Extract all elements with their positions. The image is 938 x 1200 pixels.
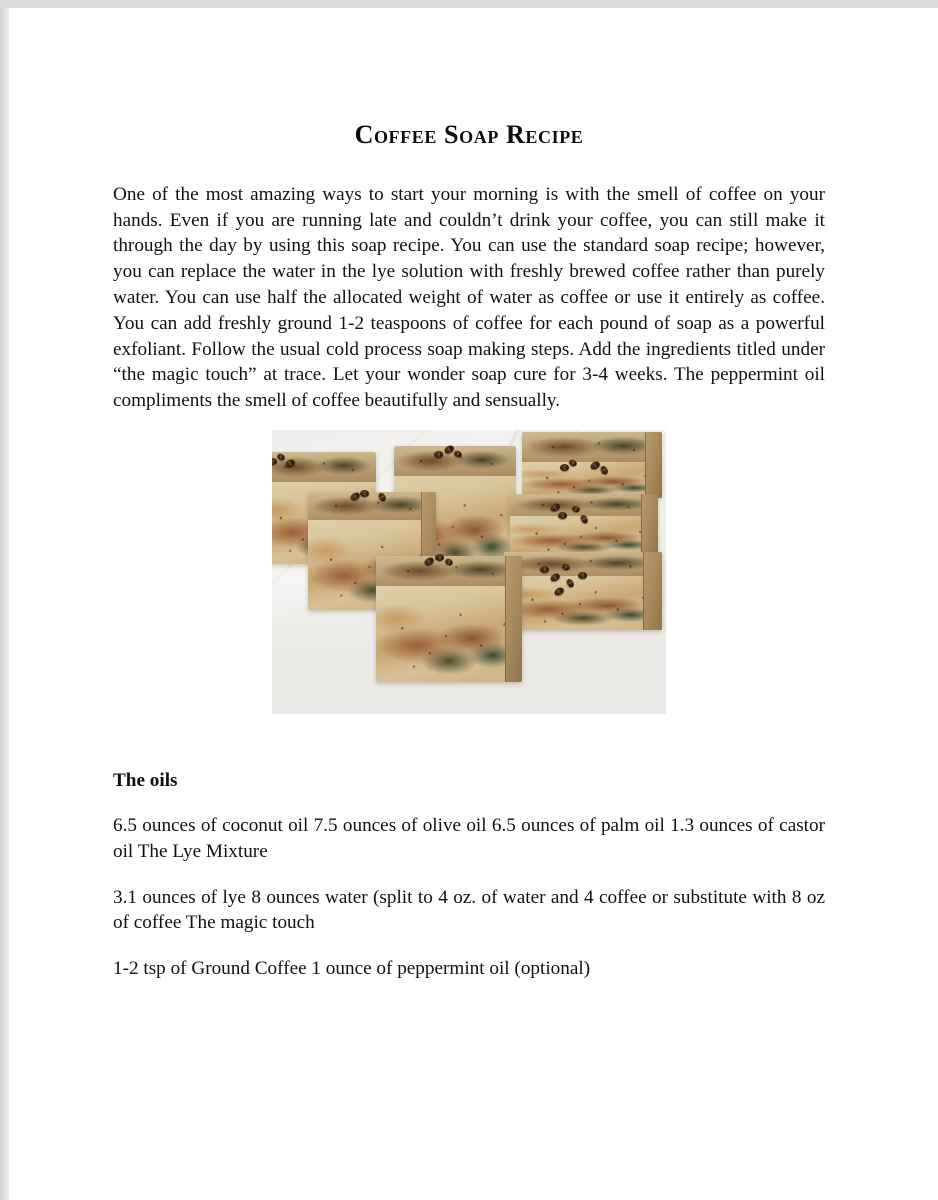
soap-bar-front-hero (376, 556, 522, 682)
soap-bar-side-face (505, 556, 522, 682)
figure-block (113, 414, 825, 714)
oils-ingredients-paragraph: 6.5 ounces of coconut oil 7.5 ounces of olive oil 6.5 ounces of palm oil 1.3 ounces of castor oil The Lye Mixture (113, 815, 825, 862)
section-heading-the-oils: The oils (113, 770, 178, 792)
soap-bar-front-face (504, 576, 662, 630)
coffee-bean (558, 512, 567, 519)
page-top-edge (0, 0, 938, 8)
coffee-bean (560, 464, 569, 471)
soap-bar-top-face (510, 494, 658, 517)
page-title: Coffee Soap Recipe (354, 120, 584, 149)
document-content-column (113, 8, 825, 982)
soap-bar-stack-bottom (504, 552, 662, 630)
soap-bar-top-face (522, 432, 662, 463)
coffee-bean (435, 554, 444, 561)
document-page (9, 8, 928, 1200)
soap-bar-side-face (643, 552, 662, 630)
soap-bar-side-face (645, 432, 662, 498)
coffee-bean (360, 490, 369, 497)
intro-paragraph: One of the most amazing ways to start your morning is with the smell of coffee on your hands. Even if you are running late and couldn’t drink your coffee, you can still make it through the day by using this soap recipe. You can use the standard soap recipe; however, you can replace the water in the lye solution with freshly brewed coffee rather than purely water. You can use half the allocated weight of water as coffee or use it entirely as coffee. You can add freshly ground 1-2 teaspoons of coffee for each pound of soap as a powerful exfoliant. Follow the usual cold process soap making steps. Add the ingredients titled under “the magic touch” at trace. Let your wonder soap cure for 3-4 weeks. The peppermint oil compliments the smell of coffee beautifully and sensually. (113, 183, 825, 412)
magic-touch-paragraph: 1-2 tsp of Ground Coffee 1 ounce of peppermint oil (optional) (113, 958, 591, 980)
soap-bar-side-face (641, 494, 658, 556)
coffee-bean (540, 566, 549, 573)
coffee-bean (578, 572, 587, 579)
soap-bar-front-face (376, 586, 522, 682)
lye-mixture-paragraph: 3.1 ounces of lye 8 ounces water (split to 4 oz. of water and 4 coffee or substitute with 8 oz of coffee The magic touch (113, 886, 825, 934)
soap-bar-stack-middle (510, 494, 658, 556)
coffee-soap-bars-photo (272, 430, 666, 714)
soap-bar-top-face (308, 492, 436, 521)
coffee-bean (434, 451, 443, 458)
